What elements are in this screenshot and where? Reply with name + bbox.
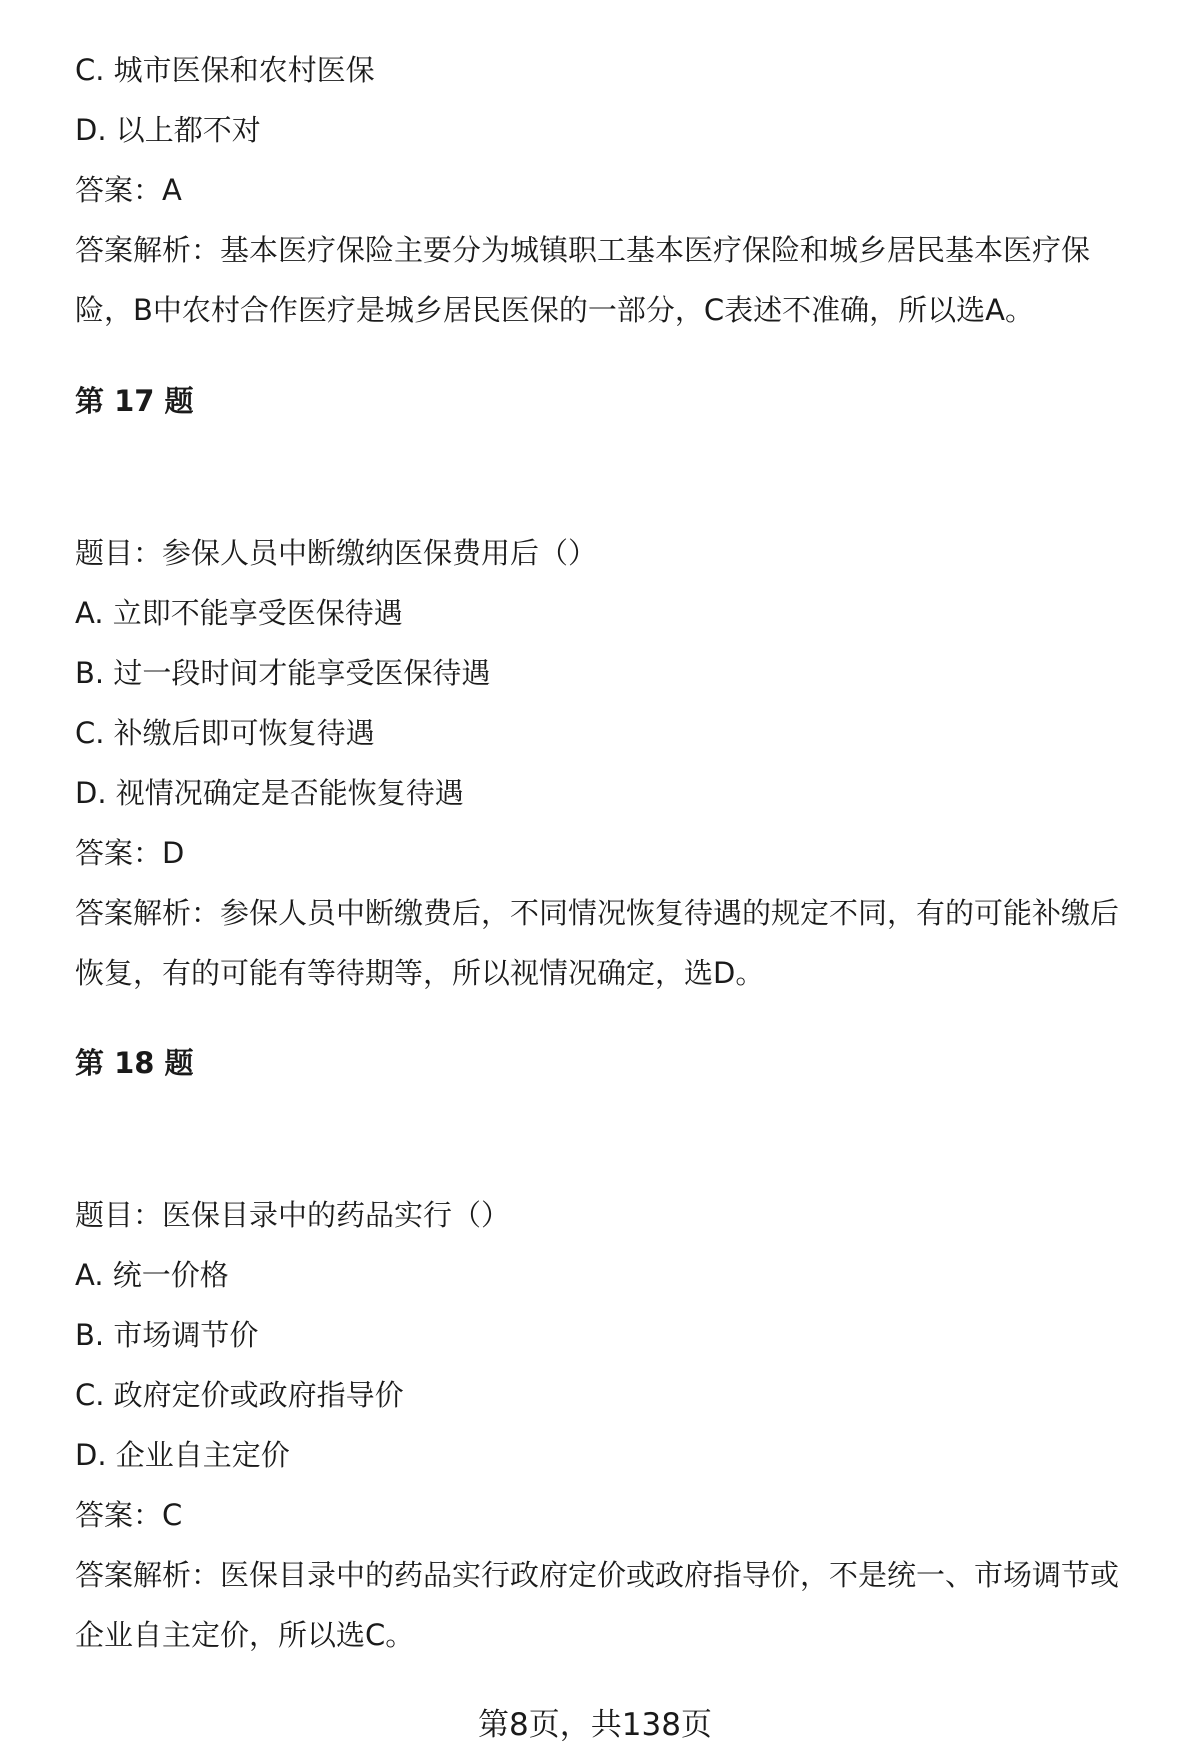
answer-explanation: 企业自主定价，所以选C。 xyxy=(75,1618,415,1652)
option-d: D. 视情况确定是否能恢复待遇 xyxy=(75,776,464,810)
option-c: C. 政府定价或政府指导价 xyxy=(75,1378,404,1412)
answer-explanation: 答案解析：参保人员中断缴费后，不同情况恢复待遇的规定不同，有的可能补缴后 xyxy=(75,896,1120,930)
answer: 答案：D xyxy=(75,836,185,870)
answer-explanation: 险，B中农村合作医疗是城乡居民医保的一部分，C表述不准确，所以选A。 xyxy=(75,293,1034,327)
option-c: C. 城市医保和农村医保 xyxy=(75,53,375,87)
option-a: A. 统一价格 xyxy=(75,1258,229,1292)
question-heading: 第 17 题 xyxy=(75,384,194,418)
answer: 答案：A xyxy=(75,173,182,207)
question-heading: 第 18 题 xyxy=(75,1046,194,1080)
question-text: 题目：参保人员中断缴纳医保费用后（） xyxy=(75,536,598,570)
option-b: B. 市场调节价 xyxy=(75,1318,259,1352)
option-d: D. 以上都不对 xyxy=(75,113,261,147)
option-c: C. 补缴后即可恢复待遇 xyxy=(75,716,375,750)
option-d: D. 企业自主定价 xyxy=(75,1438,290,1472)
page-number: 第8页，共138页 xyxy=(478,1707,712,1743)
question-text: 题目：医保目录中的药品实行（） xyxy=(75,1198,511,1232)
answer-explanation: 答案解析：医保目录中的药品实行政府定价或政府指导价，不是统一、市场调节或 xyxy=(75,1558,1120,1592)
answer-explanation: 答案解析：基本医疗保险主要分为城镇职工基本医疗保险和城乡居民基本医疗保 xyxy=(75,233,1091,267)
answer-explanation: 恢复，有的可能有等待期等，所以视情况确定，选D。 xyxy=(75,956,765,990)
option-b: B. 过一段时间才能享受医保待遇 xyxy=(75,656,491,690)
option-a: A. 立即不能享受医保待遇 xyxy=(75,596,403,630)
answer: 答案：C xyxy=(75,1498,183,1532)
